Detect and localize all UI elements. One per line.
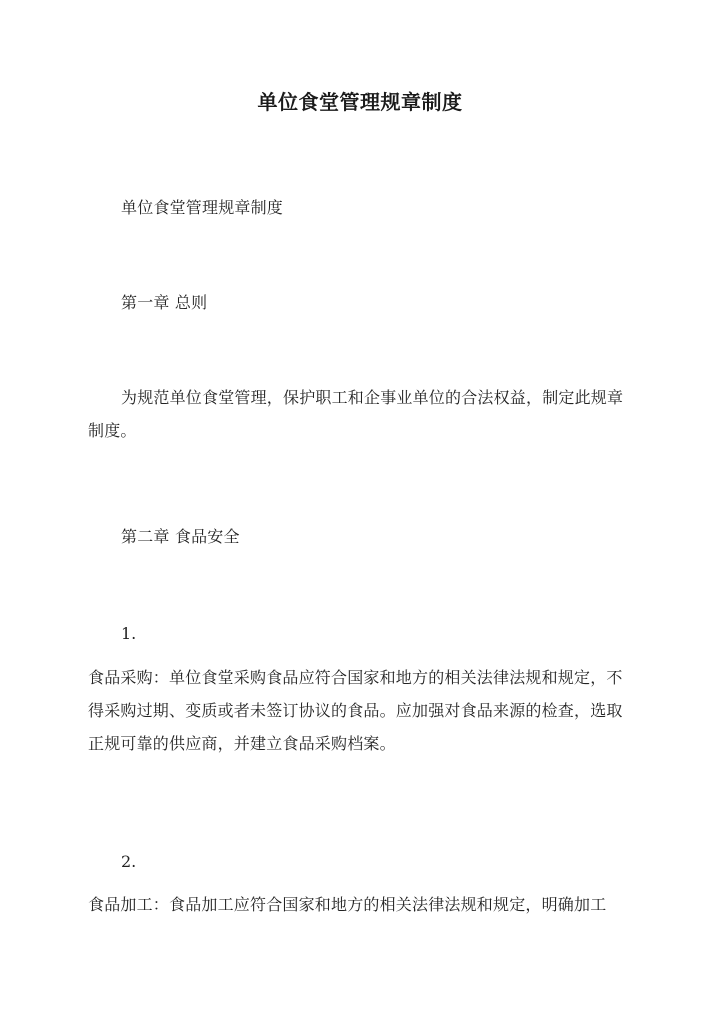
item-2-paragraph: 食品加工：食品加工应符合国家和地方的相关法律法规和规定，明确加工: [88, 895, 607, 914]
item-2-number: 2.: [121, 852, 137, 871]
chapter-2-heading: 第二章 食品安全: [121, 527, 240, 546]
document-title: 单位食堂管理规章制度: [257, 90, 463, 114]
chapter-1-heading: 第一章 总则: [121, 293, 208, 312]
chapter-1-paragraph: 为规范单位食堂管理，保护职工和企事业单位的合法权益，制定此规章制度。: [88, 388, 624, 440]
item-1-number: 1.: [121, 624, 137, 643]
item-1-paragraph: 食品采购：单位食堂采购食品应符合国家和地方的相关法律法规和规定，不得采购过期、变质或者未签订协议的食品。应加强对食品来源的检查，选取正规可靠的供应商，并建立食品采购档案。: [88, 668, 623, 753]
document-subtitle: 单位食堂管理规章制度: [121, 198, 284, 217]
